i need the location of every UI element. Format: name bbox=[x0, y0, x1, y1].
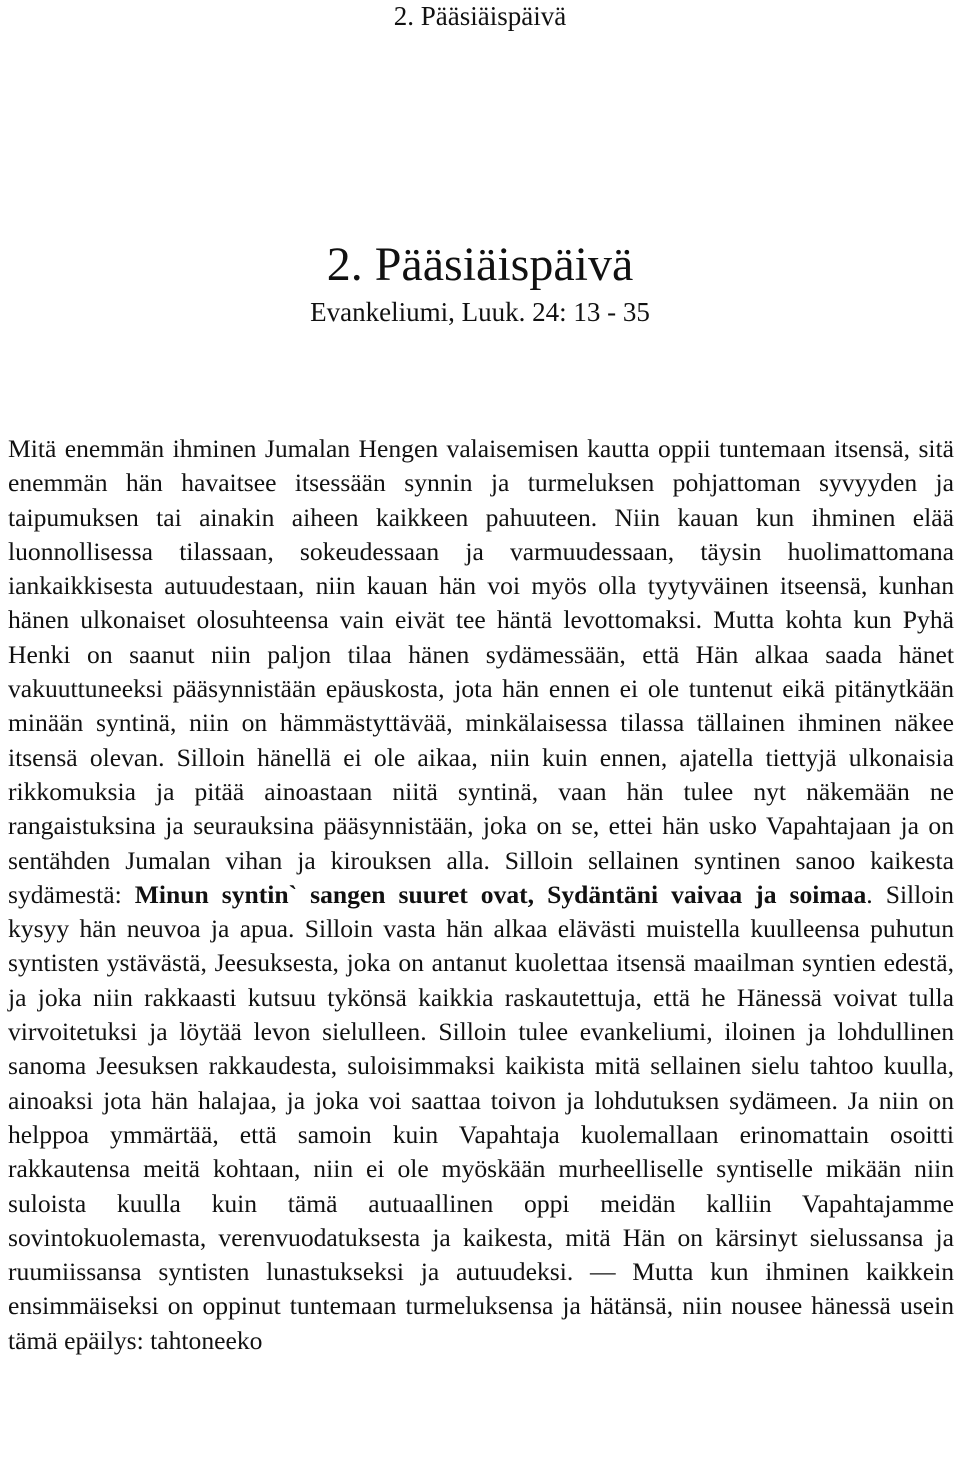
scripture-reference: Evankeliumi, Luuk. 24: 13 - 35 bbox=[310, 297, 650, 327]
paragraph-text: Mitä enemmän ihminen Jumalan Hengen valaisemisen kautta oppii tuntemaan itsensä, sitä enemmän hän havaitsee itsessään synnin ja turmeluksen pohjattoman syvyyden ja taipumuksen tai ainakin aiheen kaikkeen pahuuteen. Niin kauan kun ihminen elää luonnollisessa tilassaan, sokeudessaan ja varmuudessaan, täysin huolimattomana iankaikkisesta autuudestaan, niin kauan hän voi myös olla tyytyväinen itseensä, kunhan hänen ulkonaiset olosuhteensa vain eivät tee häntä levottomaksi. Mutta kohta kun Pyhä Henki on saanut niin paljon tilaa hänen sydämessään, että Hän alkaa saada hänet vakuuttuneeksi pääsynnistään epäuskosta, jota hän ennen ei ole tuntenut eikä pitänytkään minään syntinä, niin on hämmästyttävää, minkälaisessa tilassa tällainen ihminen näkee itsensä olevan. Silloin hänellä ei ole aikaa, niin kuin ennen, ajatella tiettyjä ulkonaisia rikkomuksia ja pitää ainoastaan niitä syntinä, vaan hän tulee nyt näkemään ne rangaistuksina ja seurauksina pääsynnistään, joka on se, ettei hän usko Vapahtajaan ja on sentähden Jumalan vihan ja kirouksen alla. Silloin sellainen syntinen sanoo kaikesta sydämestä: bbox=[8, 434, 954, 909]
chapter-heading bbox=[0, 236, 960, 328]
running-header: 2. Pääsiäispäivä bbox=[393, 1, 567, 31]
chapter-title: 2. Pääsiäispäivä bbox=[326, 238, 634, 291]
paragraph-text-continued: . Silloin kysyy hän neuvoa ja apua. Silloin vasta hän alkaa elävästi muistella kuulleensa puhutun syntisten ystävästä, Jeesuksesta, joka on antanut kuolettaa itsensä maailman syntien edestä, ja joka niin rakkaasti kutsuu tykönsä kaikkia raskautettuja, että he Hänessä voivat tulla virvoitetuksi ja löytää levon sielulleen. Silloin tulee evankeliumi, iloinen ja lohdullinen sanoma Jeesuksen rakkaudesta, suloisimmaksi kaikista mitä sellainen sielu tahtoo kuulla, ainoaksi jota hän halajaa, ja joka voi saattaa toivon ja lohdutuksen sydämeen. Ja niin on helppoa ymmärtää, että samoin kuin Vapahtaja kuolemallaan erinomattain osoitti rakkautensa meitä kohtaan, niin ei ole myöskään murheelliselle syntiselle mikään niin suloista kuulla kuin tämä autuaallinen oppi meidän kalliin Vapahtajamme sovintokuolemasta, verenvuodatuksesta ja kaikesta, mitä Hän on kärsinyt sielussansa ja ruumiissansa syntisten lunastukseksi ja autuudeksi. — Mutta kun ihminen kaikkein ensimmäiseksi on oppinut tuntemaan turmeluksensa ja hätänsä, niin nousee hänessä usein tämä epäilys: tahtoneeko bbox=[8, 879, 954, 1355]
emphasized-quote: Minun syntin` sangen suuret ovat, Sydäntäni vaivaa ja soimaa bbox=[134, 879, 867, 909]
body-paragraph bbox=[8, 432, 954, 1358]
